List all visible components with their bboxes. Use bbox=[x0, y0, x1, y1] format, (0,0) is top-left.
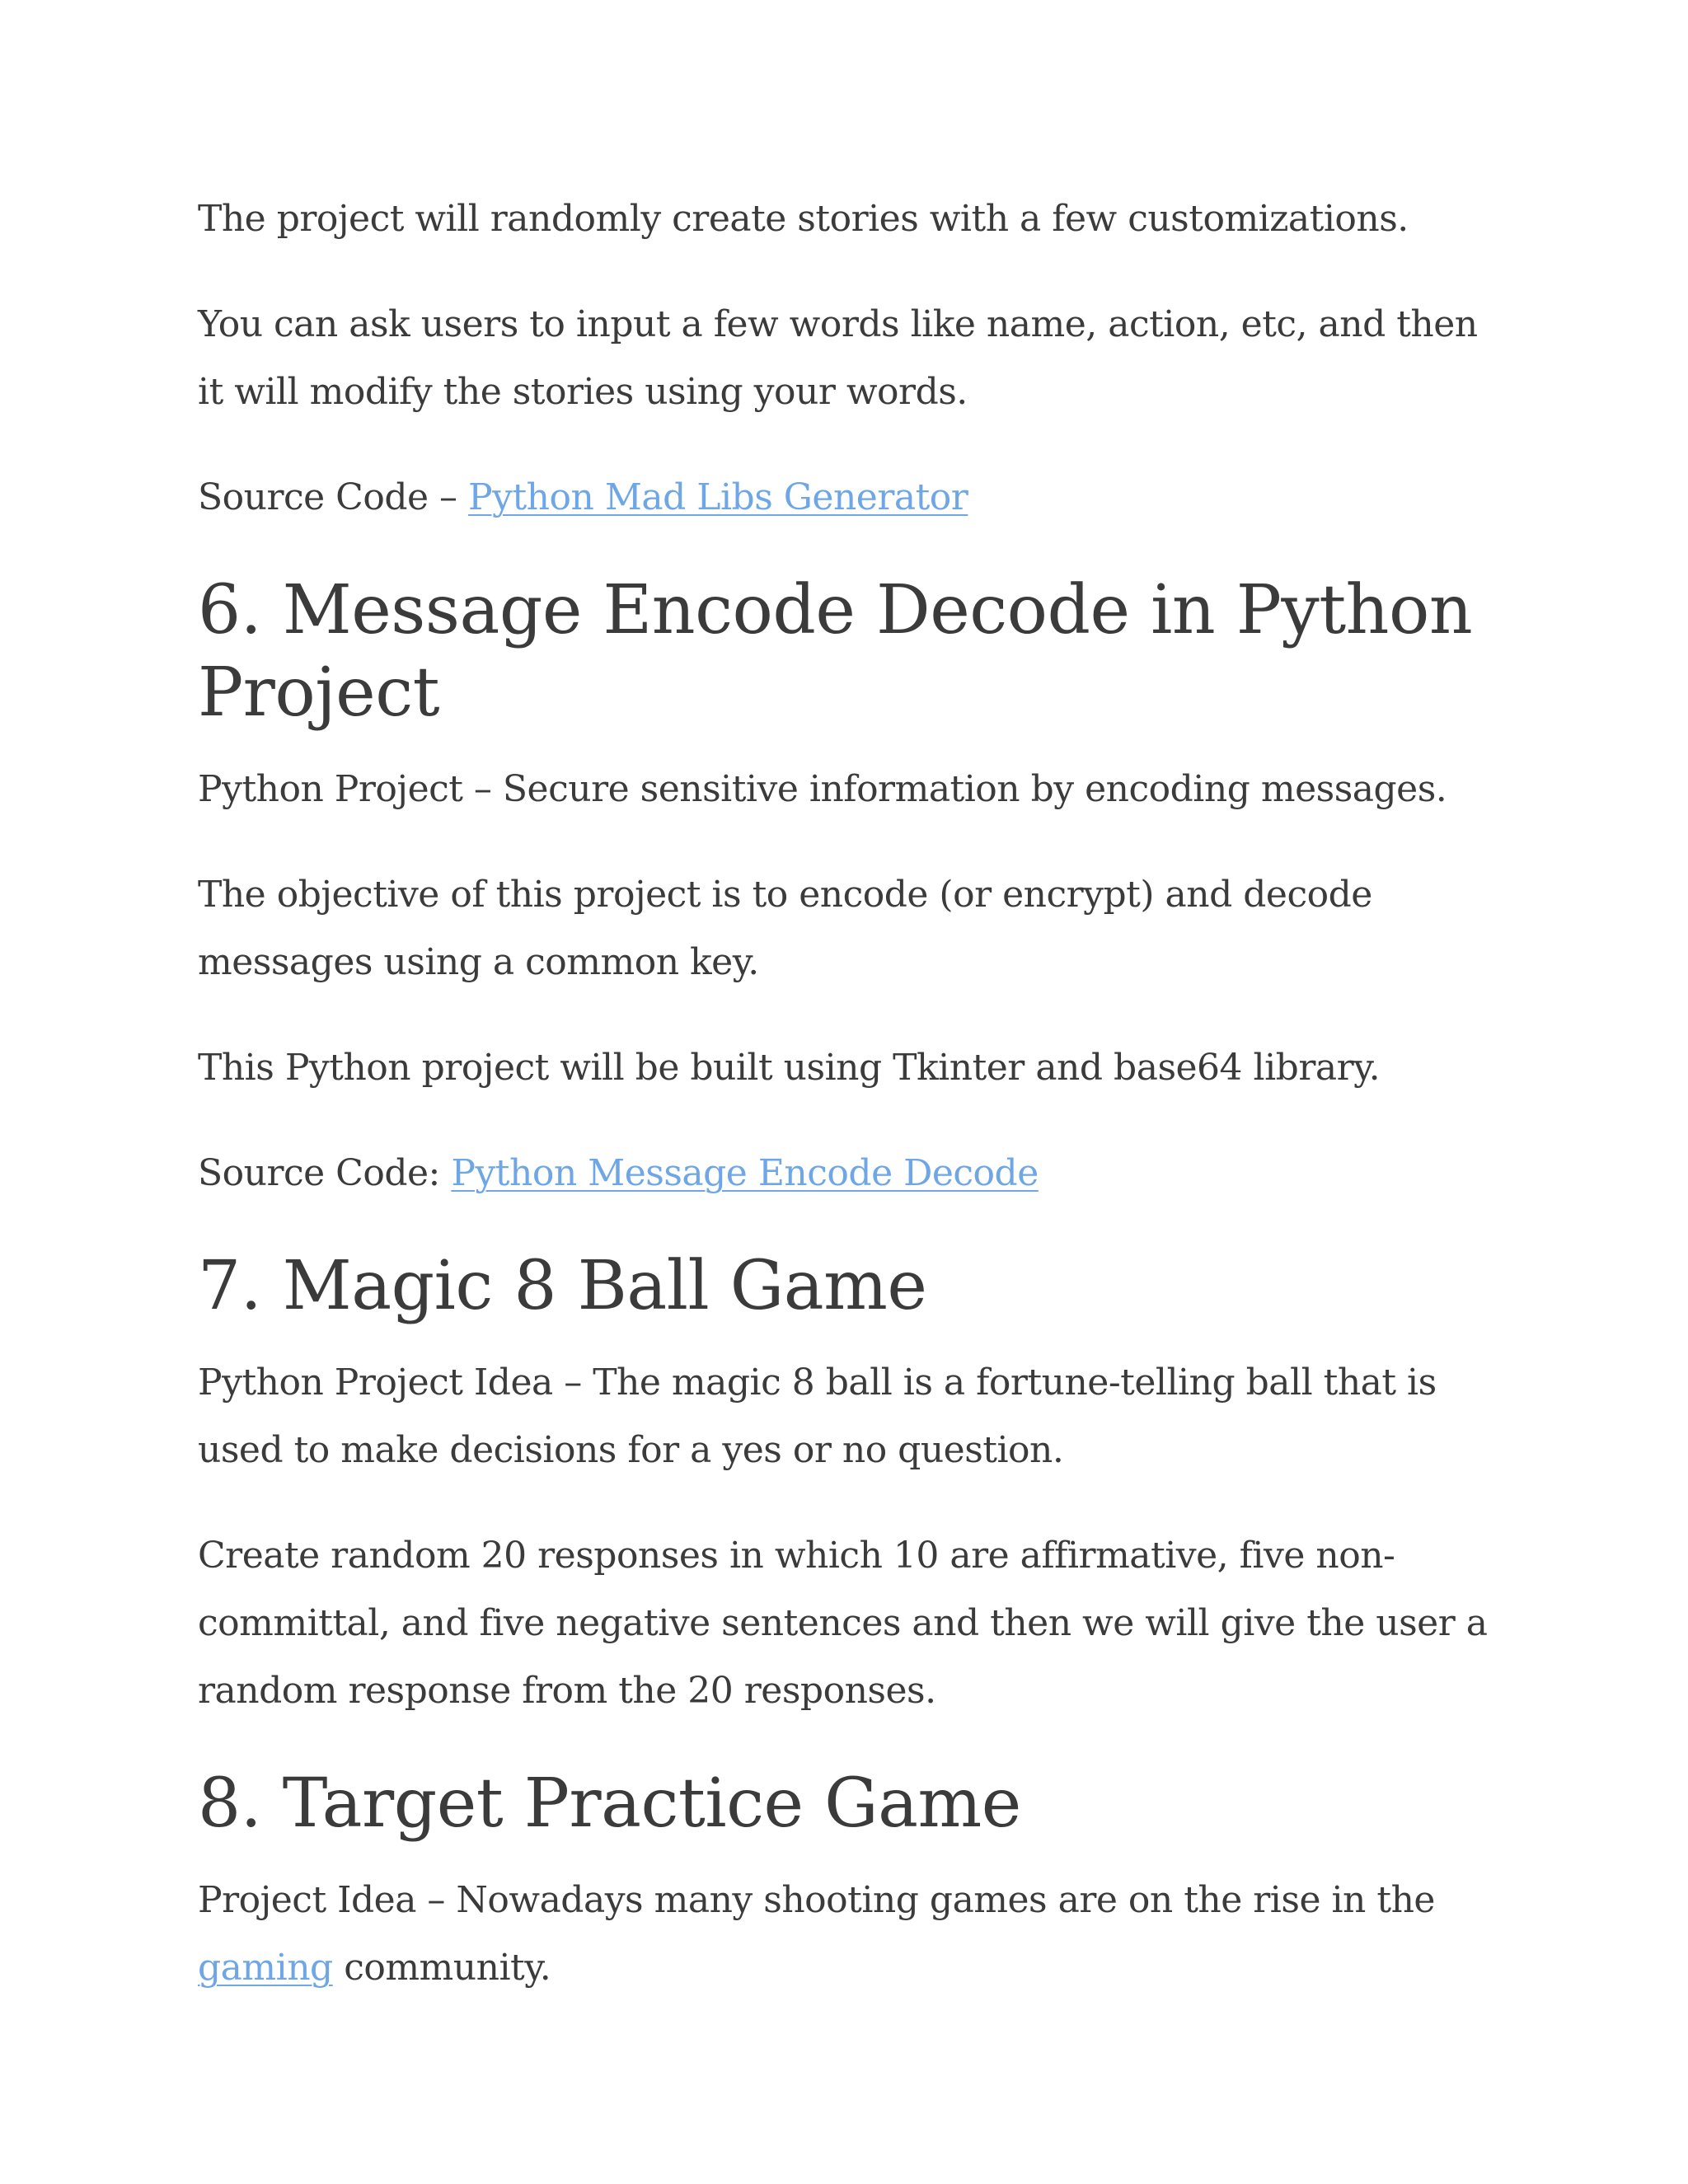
heading-target-practice: 8. Target Practice Game bbox=[198, 1765, 1021, 1843]
target-practice-paragraph bbox=[198, 1867, 1500, 2002]
encode-decode-link[interactable]: Python Message Encode Decode bbox=[451, 1152, 1039, 1194]
magic-ball-responses-paragraph: Create random 20 responses in which 10 are affirmative, five non-committal, and five negative sentences and then we will give the user a random response from the 20 responses. bbox=[198, 1535, 1488, 1712]
encode-objective-paragraph: The objective of this project is to encode (or encrypt) and decode messages using a common key. bbox=[198, 874, 1372, 983]
encode-tools-paragraph: This Python project will be built using Tkinter and base64 library. bbox=[198, 1047, 1381, 1089]
document-page bbox=[198, 185, 1500, 2002]
user-input-paragraph: You can ask users to input a few words like name, action, etc, and then it will modify the stories using your words. bbox=[198, 303, 1478, 413]
intro-paragraph: The project will randomly create stories with a few customizations. bbox=[198, 198, 1409, 240]
mad-libs-link[interactable]: Python Mad Libs Generator bbox=[468, 476, 968, 518]
source-code-label: Source Code: bbox=[198, 1152, 452, 1194]
source-code-label: Source Code – bbox=[198, 476, 469, 518]
target-practice-text-end: community. bbox=[332, 1947, 551, 1989]
target-practice-text: Project Idea – Nowadays many shooting games are on the rise in the bbox=[198, 1879, 1435, 1921]
heading-magic-8-ball: 7. Magic 8 Ball Game bbox=[198, 1247, 927, 1325]
gaming-link[interactable]: gaming bbox=[198, 1947, 333, 1989]
encode-intro-paragraph: Python Project – Secure sensitive information by encoding messages. bbox=[198, 768, 1447, 810]
magic-ball-idea-paragraph: Python Project Idea – The magic 8 ball is a fortune-telling ball that is used to make decisions for a yes or no question. bbox=[198, 1361, 1437, 1471]
source-code-line-mad-libs bbox=[198, 464, 1500, 532]
source-code-line-encode bbox=[198, 1140, 1500, 1207]
heading-message-encode-decode: 6. Message Encode Decode in Python Project bbox=[198, 571, 1473, 732]
